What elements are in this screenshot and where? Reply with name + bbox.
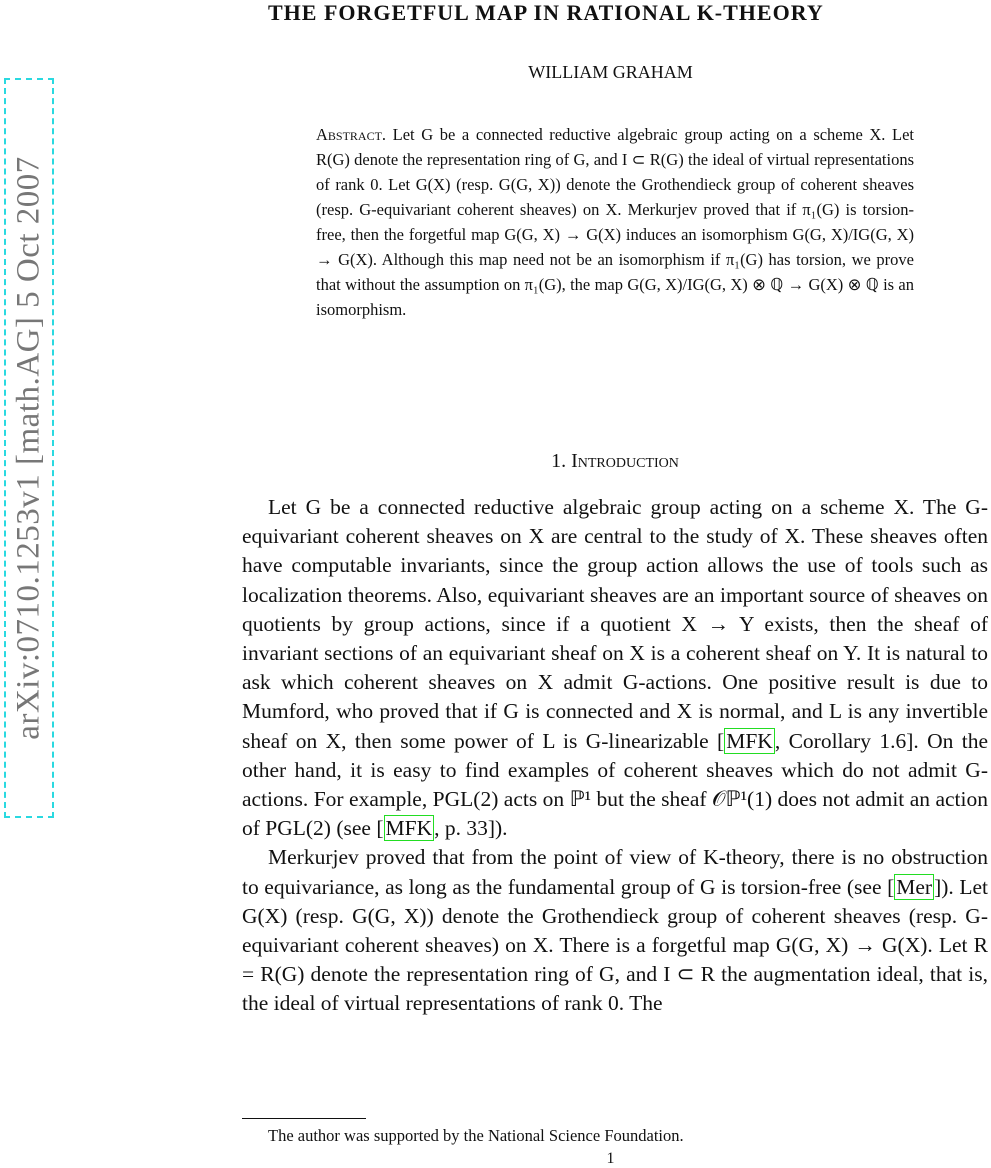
paper-title: THE FORGETFUL MAP IN RATIONAL K-THEORY	[268, 0, 824, 25]
intro-p1-part-a: Let G be a connected reductive algebraic group acting on a scheme X. The G-equivariant coherent sheaves on X are central to the study of X. These sheaves often have computable invariants, since the group action allows the use of tools such as localization theorems. Also, equivariant sheaves are an important source of sheaves on quotients by group actions, since if a quotient X → Y exists, then the sheaf of invariant sections of an equivariant sheaf on X is a coherent sheaf on Y. It is natural to ask which coherent sheaves on X admit G-actions. One positive result is due to Mumford, who proved that if G is connected and X is normal, and L is any invertible sheaf on X, then some power of L is G-linearizable [	[242, 495, 988, 753]
citation-mfk-link-2[interactable]: MFK	[385, 816, 433, 841]
abstract	[316, 122, 914, 322]
arxiv-id: arXiv:0710.1253v1 [math.AG] 5 Oct 2007	[10, 156, 47, 740]
abstract-label: Abstract.	[316, 125, 387, 144]
intro-paragraph-2	[242, 843, 988, 1018]
citation-mfk-link[interactable]: MFK	[726, 728, 773, 753]
paper-author: WILLIAM GRAHAM	[528, 62, 693, 82]
intro-p1-part-c: , p. 33]).	[434, 816, 508, 841]
intro-paragraph-1	[242, 493, 988, 843]
introduction-body	[242, 493, 988, 1019]
footnote: The author was supported by the National Science Foundation.	[268, 1126, 684, 1145]
citation-mer-link[interactable]: Mer	[896, 874, 933, 899]
intro-p1-part-b: , Corollary 1.6]. On the other hand, it is easy to find examples of coherent sheaves which do not admit G-actions. For example, PGL(2) acts on ℙ¹ but the sheaf 𝒪ℙ¹(1) does not admit an action of PGL(2) (see [	[242, 728, 989, 841]
abstract-text: Let G be a connected reductive algebraic group acting on a scheme X. Let R(G) denote the representation ring of G, and I ⊂ R(G) the ideal of virtual representations of rank 0. Let G(X) (resp. G(G, X)) denote the Grothendieck group of coherent sheaves (resp. G-equivariant coherent sheaves) on X. Merkurjev proved that if π₁(G) is torsion-free, then the forgetful map G(G, X) → G(X) induces an isomorphism G(G, X)/IG(G, X) → G(X). Although this map need not be an isomorphism if π₁(G) has torsion, we prove that without the assumption on π₁(G), the map G(G, X)/IG(G, X) ⊗ ℚ → G(X) ⊗ ℚ is an isomorphism.	[316, 125, 915, 319]
intro-p2-part-b: ]). Let G(X) (resp. G(G, X)) denote the Grothendieck group of coherent sheaves (resp. G-equivariant coherent sheaves) on X. There is a forgetful map G(G, X) → G(X). Let R = R(G) denote the representation ring of G, and I ⊂ R the augmentation ideal, that is, the ideal of virtual representations of rank 0. The	[242, 874, 989, 1016]
page-number: 1	[606, 1150, 615, 1167]
intro-p2-part-a: Merkurjev proved that from the point of view of K-theory, there is no obstruction to equivariance, as long as the fundamental group of G is torsion-free (see [	[242, 845, 988, 899]
arxiv-sidebar-stamp	[4, 78, 54, 818]
section-heading: 1. Introduction	[551, 450, 679, 472]
footnote-rule	[242, 1118, 366, 1119]
